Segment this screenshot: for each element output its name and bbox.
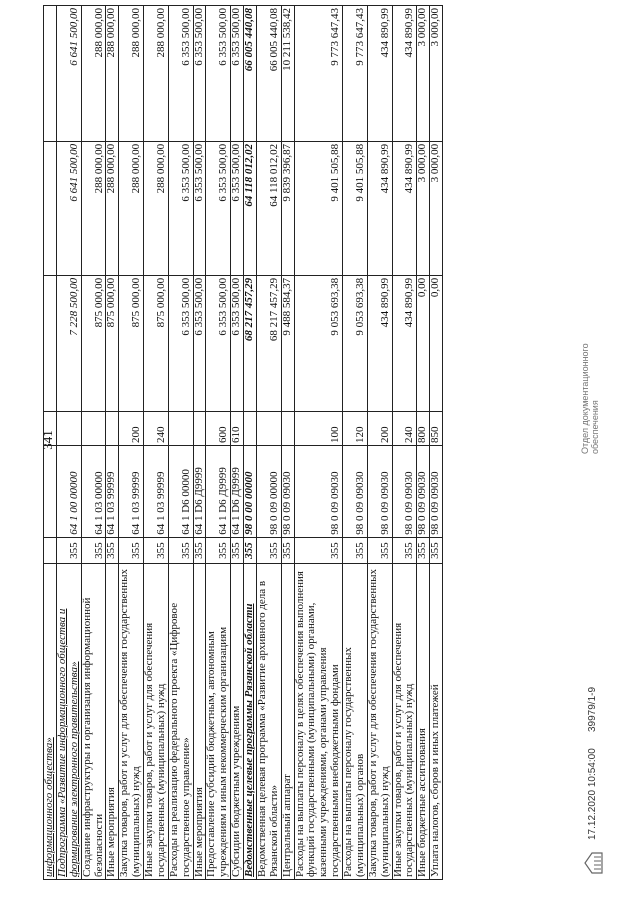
budget-table — [43, 5, 443, 880]
table-row — [44, 6, 57, 880]
table-row — [294, 6, 343, 880]
page-number: 341 — [40, 430, 55, 450]
row-sum-2021-cell: 6 353 500,00 — [168, 275, 193, 411]
table-row — [56, 6, 81, 880]
row-sum-2022-cell: 64 118 012,02 — [256, 141, 281, 275]
row-sum-2023-cell: 288 000,00 — [119, 6, 144, 142]
row-target-article-cell: 64 1 D6 Д9999 — [193, 445, 206, 537]
table-row — [392, 6, 417, 880]
table-row — [343, 6, 368, 880]
row-sum-2021-cell: 0,00 — [430, 275, 443, 411]
row-expense-type-cell: 200 — [367, 411, 392, 445]
row-expense-type-cell: 240 — [392, 411, 417, 445]
row-target-article-cell: 98 0 00 00000 — [244, 445, 257, 537]
row-expense-type-cell — [193, 411, 206, 445]
row-name-cell: Иные бюджетные ассигнования — [417, 564, 430, 880]
row-sum-2021-cell: 875 000,00 — [81, 275, 106, 411]
row-name-cell: Предоставление субсидий бюджетным, автономным учреждениям и иным некоммерческим организациям — [206, 564, 231, 880]
row-expense-type-cell: 100 — [294, 411, 343, 445]
row-owner-code-cell: 355 — [144, 537, 169, 564]
row-target-article-cell: 64 1 03 00000 — [81, 445, 106, 537]
row-sum-2022-cell: 6 353 500,00 — [168, 141, 193, 275]
row-sum-2022-cell: 288 000,00 — [106, 141, 119, 275]
row-owner-code-cell: 355 — [168, 537, 193, 564]
row-sum-2023-cell: 288 000,00 — [144, 6, 169, 142]
table-row — [417, 6, 430, 880]
row-sum-2022-cell: 288 000,00 — [144, 141, 169, 275]
row-name-cell: Субсидии бюджетным учреждениям — [231, 564, 244, 880]
row-sum-2022-cell: 3 000,00 — [430, 141, 443, 275]
row-sum-2021-cell: 7 228 500,00 — [56, 275, 81, 411]
row-sum-2023-cell: 3 000,00 — [417, 6, 430, 142]
row-sum-2022-cell: 6 641 500,00 — [56, 141, 81, 275]
row-sum-2023-cell: 10 211 538,42 — [281, 6, 294, 142]
row-sum-2023-cell: 288 000,00 — [81, 6, 106, 142]
row-name-cell: Создание инфраструктуры и организация информационной безопасности — [81, 564, 106, 880]
row-sum-2023-cell: 3 000,00 — [430, 6, 443, 142]
row-name-cell: Ведомственные целевые программы Рязанской области — [244, 564, 257, 880]
row-name-cell: Закупка товаров, работ и услуг для обеспечения государственных (муниципальных) нужд — [367, 564, 392, 880]
row-owner-code-cell: 355 — [430, 537, 443, 564]
row-sum-2021-cell: 434 890,99 — [392, 275, 417, 411]
row-sum-2022-cell: 6 353 500,00 — [231, 141, 244, 275]
row-sum-2023-cell: 66 005 440,08 — [244, 6, 257, 142]
row-name-cell: Иные мероприятия — [106, 564, 119, 880]
footer-doc-code: 39979/1-9 — [587, 686, 598, 732]
table-row — [430, 6, 443, 880]
row-owner-code-cell — [44, 537, 57, 564]
row-owner-code-cell: 355 — [244, 537, 257, 564]
row-owner-code-cell: 355 — [231, 537, 244, 564]
row-name-cell: Иные закупки товаров, работ и услуг для обеспечения государственных (муниципальных) нужд — [392, 564, 417, 880]
rotated-page — [43, 5, 640, 880]
row-target-article-cell: 98 0 09 09030 — [417, 445, 430, 537]
row-sum-2022-cell: 434 890,99 — [367, 141, 392, 275]
row-name-cell: Расходы на реализацию федерального проекта «Цифровое государственное управление» — [168, 564, 193, 880]
row-sum-2021-cell: 68 217 457,29 — [244, 275, 257, 411]
row-sum-2021-cell: 68 217 457,29 — [256, 275, 281, 411]
archive-stamp-icon — [581, 850, 605, 876]
table-row — [144, 6, 169, 880]
row-target-article-cell: 64 1 D6 00000 — [168, 445, 193, 537]
row-target-article-cell: 64 1 03 99999 — [144, 445, 169, 537]
row-target-article-cell: 98 0 09 09030 — [392, 445, 417, 537]
row-name-cell: Ведомственная целевая программа «Развитие архивного дела в Рязанской области» — [256, 564, 281, 880]
row-name-cell: Иные мероприятия — [193, 564, 206, 880]
row-name-cell: Центральный аппарат — [281, 564, 294, 880]
row-sum-2021-cell: 9 053 693,38 — [343, 275, 368, 411]
row-target-article-cell: 98 0 09 09030 — [343, 445, 368, 537]
row-name-cell: Уплата налогов, сборов и иных платежей — [430, 564, 443, 880]
row-owner-code-cell: 355 — [256, 537, 281, 564]
row-sum-2021-cell: 6 353 500,00 — [206, 275, 231, 411]
row-expense-type-cell — [281, 411, 294, 445]
row-sum-2023-cell: 6 353 500,00 — [168, 6, 193, 142]
page-footer — [561, 5, 621, 880]
row-expense-type-cell — [106, 411, 119, 445]
row-expense-type-cell — [81, 411, 106, 445]
table-row — [119, 6, 144, 880]
table-row — [367, 6, 392, 880]
row-owner-code-cell: 355 — [294, 537, 343, 564]
row-expense-type-cell: 240 — [144, 411, 169, 445]
row-target-article-cell: 64 1 D6 Д9999 — [231, 445, 244, 537]
row-sum-2022-cell: 9 401 505,88 — [343, 141, 368, 275]
row-target-article-cell: 64 1 03 99999 — [119, 445, 144, 537]
table-row — [206, 6, 231, 880]
row-sum-2023-cell: 66 005 440,08 — [256, 6, 281, 142]
row-sum-2022-cell: 6 353 500,00 — [206, 141, 231, 275]
row-sum-2021-cell: 875 000,00 — [106, 275, 119, 411]
row-expense-type-cell: 610 — [231, 411, 244, 445]
table-row — [106, 6, 119, 880]
row-sum-2021-cell: 434 890,99 — [367, 275, 392, 411]
row-sum-2023-cell: 288 000,00 — [106, 6, 119, 142]
row-sum-2021-cell: 0,00 — [417, 275, 430, 411]
footer-datetime: 17.12.2020 10:54:00 — [587, 748, 598, 840]
row-sum-2023-cell: 6 353 500,00 — [193, 6, 206, 142]
row-name-cell: Расходы на выплаты персоналу государственных (муниципальных) органов — [343, 564, 368, 880]
row-owner-code-cell: 355 — [417, 537, 430, 564]
row-sum-2022-cell: 9 839 396,87 — [281, 141, 294, 275]
row-owner-code-cell: 355 — [81, 537, 106, 564]
row-target-article-cell — [44, 445, 57, 537]
row-sum-2021-cell: 6 353 500,00 — [193, 275, 206, 411]
row-sum-2021-cell: 875 000,00 — [144, 275, 169, 411]
row-target-article-cell: 98 0 09 09030 — [430, 445, 443, 537]
row-target-article-cell: 64 1 00 00000 — [56, 445, 81, 537]
table-row — [256, 6, 281, 880]
row-target-article-cell: 98 0 09 09030 — [294, 445, 343, 537]
row-sum-2022-cell: 9 401 505,88 — [294, 141, 343, 275]
row-sum-2023-cell: 6 641 500,00 — [56, 6, 81, 142]
row-sum-2022-cell: 288 000,00 — [119, 141, 144, 275]
row-sum-2023-cell: 6 353 500,00 — [231, 6, 244, 142]
row-owner-code-cell: 355 — [392, 537, 417, 564]
row-sum-2022-cell: 288 000,00 — [81, 141, 106, 275]
row-owner-code-cell: 355 — [281, 537, 294, 564]
row-name-cell: Расходы на выплаты персоналу в целях обеспечения выполнения функций государственными (муниципальными) органами, казенными учреждениями, органами управления государственными внебюджетными фондами — [294, 564, 343, 880]
row-name-cell: информационного общества» — [44, 564, 57, 880]
row-sum-2022-cell: 3 000,00 — [417, 141, 430, 275]
table-row — [231, 6, 244, 880]
row-owner-code-cell: 355 — [206, 537, 231, 564]
row-sum-2021-cell: 9 488 584,37 — [281, 275, 294, 411]
row-name-cell: Иные закупки товаров, работ и услуг для обеспечения государственных (муниципальных) нужд — [144, 564, 169, 880]
row-sum-2022-cell: 434 890,99 — [392, 141, 417, 275]
row-sum-2021-cell: 9 053 693,38 — [294, 275, 343, 411]
table-row — [244, 6, 257, 880]
row-sum-2022-cell: 64 118 012,02 — [244, 141, 257, 275]
row-sum-2021-cell: 875 000,00 — [119, 275, 144, 411]
row-sum-2023-cell: 9 773 647,43 — [294, 6, 343, 142]
row-sum-2022-cell — [44, 141, 57, 275]
row-target-article-cell: 98 0 09 09030 — [281, 445, 294, 537]
row-expense-type-cell: 800 — [417, 411, 430, 445]
row-sum-2021-cell: 6 353 500,00 — [231, 275, 244, 411]
row-sum-2023-cell: 9 773 647,43 — [343, 6, 368, 142]
row-owner-code-cell: 355 — [106, 537, 119, 564]
footer-department: Отдел документационного обеспечения — [580, 343, 600, 454]
row-expense-type-cell — [56, 411, 81, 445]
row-expense-type-cell: 600 — [206, 411, 231, 445]
table-row — [193, 6, 206, 880]
row-sum-2021-cell — [44, 275, 57, 411]
table-row — [81, 6, 106, 880]
row-expense-type-cell — [44, 411, 57, 445]
row-target-article-cell: 98 0 09 09030 — [367, 445, 392, 537]
row-expense-type-cell: 120 — [343, 411, 368, 445]
budget-table-body — [44, 6, 443, 880]
row-owner-code-cell: 355 — [56, 537, 81, 564]
table-row — [168, 6, 193, 880]
row-sum-2022-cell: 6 353 500,00 — [193, 141, 206, 275]
table-row — [281, 6, 294, 880]
row-expense-type-cell: 850 — [430, 411, 443, 445]
row-sum-2023-cell — [44, 6, 57, 142]
row-owner-code-cell: 355 — [343, 537, 368, 564]
row-target-article-cell: 64 1 03 99999 — [106, 445, 119, 537]
row-expense-type-cell — [244, 411, 257, 445]
row-sum-2023-cell: 434 890,99 — [367, 6, 392, 142]
row-owner-code-cell: 355 — [119, 537, 144, 564]
row-owner-code-cell: 355 — [193, 537, 206, 564]
row-expense-type-cell — [168, 411, 193, 445]
row-owner-code-cell: 355 — [367, 537, 392, 564]
row-expense-type-cell: 200 — [119, 411, 144, 445]
row-target-article-cell: 64 1 D6 Д9999 — [206, 445, 231, 537]
row-sum-2023-cell: 434 890,99 — [392, 6, 417, 142]
row-expense-type-cell — [256, 411, 281, 445]
row-sum-2023-cell: 6 353 500,00 — [206, 6, 231, 142]
row-target-article-cell: 98 0 09 00000 — [256, 445, 281, 537]
row-name-cell: Закупка товаров, работ и услуг для обеспечения государственных (муниципальных) нужд — [119, 564, 144, 880]
row-name-cell: Подпрограмма «Развитие информационного общества и формирование электронного правительства» — [56, 564, 81, 880]
